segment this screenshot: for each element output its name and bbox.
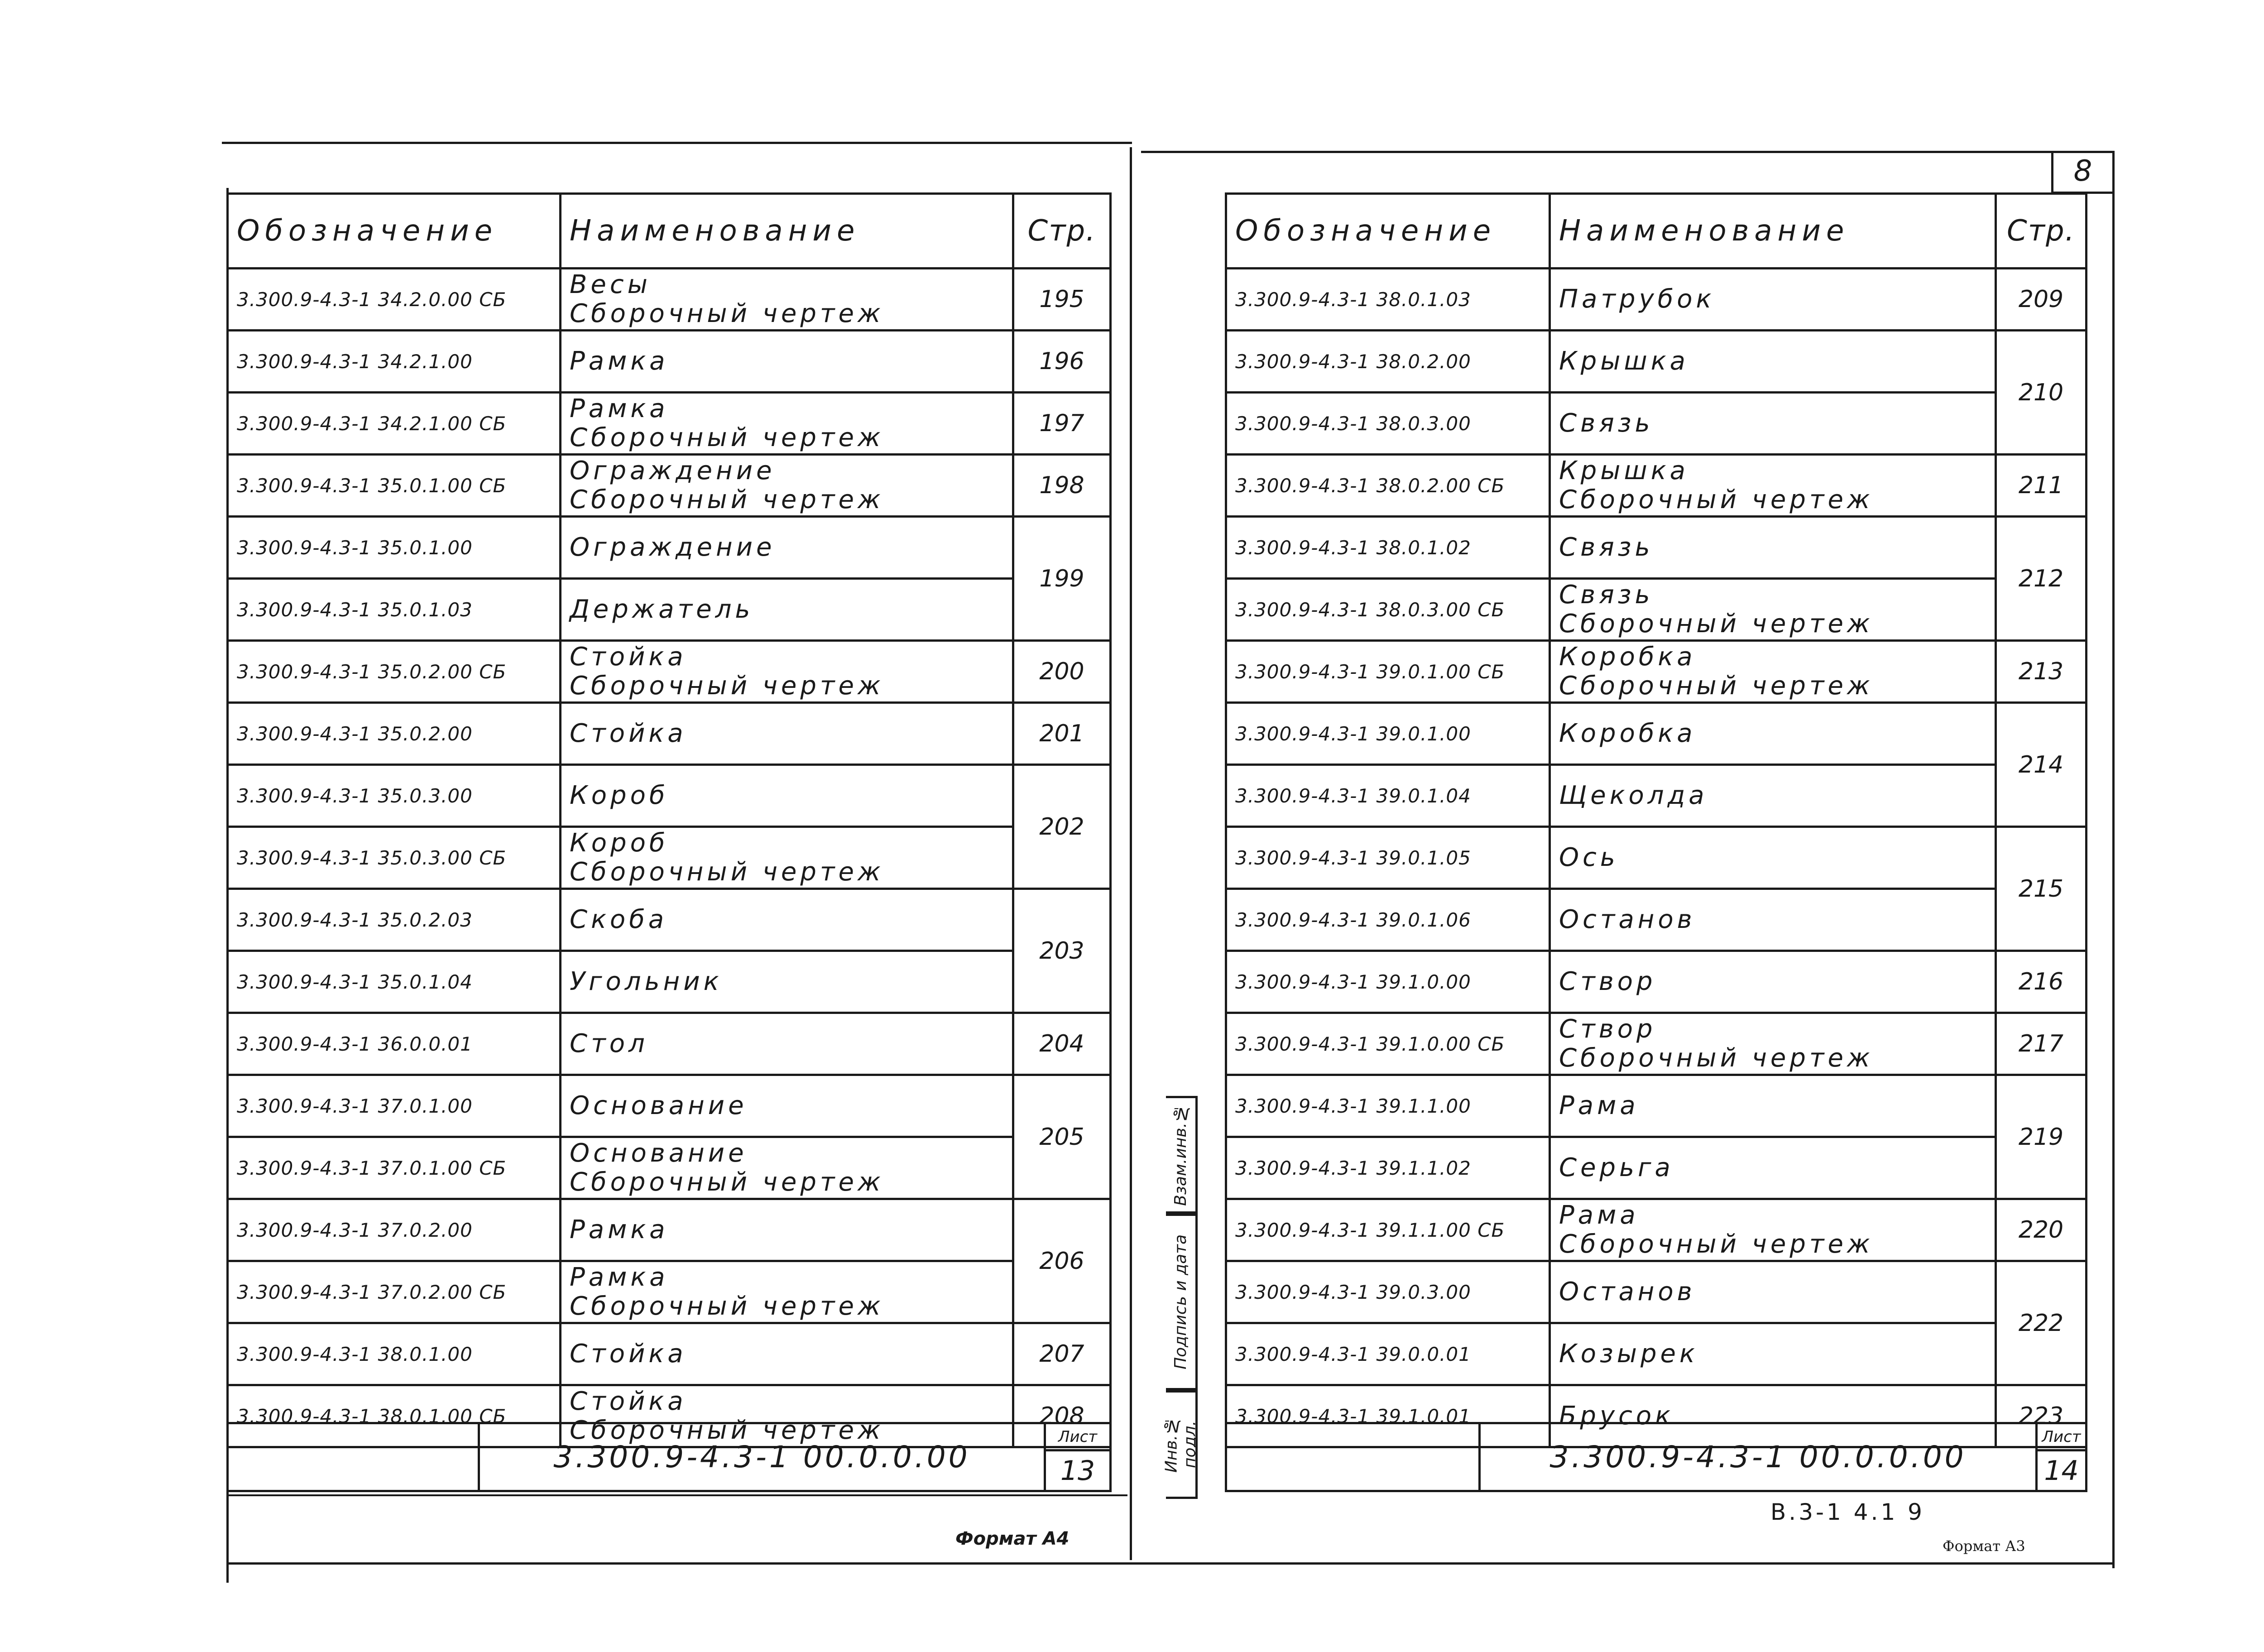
right-row-code: 3.300.9-4.3-1 39.0.0.01 bbox=[1226, 1323, 1550, 1385]
right-row-name-line: Серьга bbox=[1559, 1153, 1674, 1182]
left-row-name-line: Стол bbox=[570, 1029, 648, 1058]
right-row-name-line: Крышка bbox=[1559, 346, 1689, 376]
center-divider bbox=[1130, 147, 1132, 1560]
left-row-code: 3.300.9-4.3-1 37.0.1.00 СБ bbox=[228, 1137, 561, 1199]
left-row-code: 3.300.9-4.3-1 35.0.1.03 bbox=[228, 579, 561, 641]
left-row-name bbox=[561, 393, 1013, 455]
right-table-row bbox=[1226, 331, 2087, 393]
left-table-row bbox=[228, 1013, 1111, 1075]
right-row-name-line: Рама bbox=[1559, 1091, 1639, 1120]
left-row-name bbox=[561, 1137, 1013, 1199]
top-rule-left bbox=[222, 142, 1132, 144]
right-row-name-line: Козырек bbox=[1559, 1339, 1698, 1369]
left-row-page: 207 bbox=[1013, 1323, 1111, 1385]
left-doc-code: 3.300.9-4.3-1 00.0.0.00 bbox=[479, 1423, 1045, 1491]
left-row-name bbox=[561, 703, 1013, 765]
right-table-row bbox=[1226, 517, 2087, 579]
right-table-row bbox=[1226, 455, 2087, 517]
left-row-name-line: Сборочный чертеж bbox=[570, 1292, 884, 1321]
right-row-page: 223 bbox=[1996, 1385, 2087, 1447]
right-header-page: Стр. bbox=[1996, 194, 2087, 269]
right-table-row bbox=[1226, 951, 2087, 1013]
right-row-name bbox=[1550, 1013, 1996, 1075]
page-number-box bbox=[2051, 151, 2112, 194]
left-row-name bbox=[561, 889, 1013, 951]
right-row-code: 3.300.9-4.3-1 39.1.1.00 СБ bbox=[1226, 1199, 1550, 1261]
right-row-page: 210 bbox=[1996, 331, 2087, 455]
left-row-page: 196 bbox=[1013, 331, 1111, 393]
left-table-row bbox=[228, 1075, 1111, 1137]
left-block-bottom-rule bbox=[226, 1494, 1127, 1496]
right-table-row bbox=[1226, 703, 2087, 765]
left-row-code: 3.300.9-4.3-1 35.0.2.00 СБ bbox=[228, 641, 561, 703]
left-header-code: Обозначение bbox=[228, 194, 561, 269]
left-sheet-number: 13 bbox=[1045, 1450, 1111, 1491]
left-row-name bbox=[561, 1323, 1013, 1385]
right-row-code: 3.300.9-4.3-1 39.0.1.06 bbox=[1226, 889, 1550, 951]
left-row-name-line: Сборочный чертеж bbox=[570, 1167, 884, 1197]
left-row-code: 3.300.9-4.3-1 35.0.2.00 bbox=[228, 703, 561, 765]
right-row-name-line: Щеколда bbox=[1559, 781, 1708, 810]
right-row-page: 216 bbox=[1996, 951, 2087, 1013]
left-row-code: 3.300.9-4.3-1 35.0.3.00 СБ bbox=[228, 827, 561, 889]
right-row-name-line: Коробка bbox=[1559, 719, 1696, 748]
top-rule-right bbox=[1141, 151, 2115, 153]
right-table-row bbox=[1226, 393, 2087, 455]
right-doc-code: 3.300.9-4.3-1 00.0.0.00 bbox=[1480, 1423, 2037, 1491]
right-row-name bbox=[1550, 827, 1996, 889]
right-row-code: 3.300.9-4.3-1 39.1.1.02 bbox=[1226, 1137, 1550, 1199]
right-row-code: 3.300.9-4.3-1 39.0.1.05 bbox=[1226, 827, 1550, 889]
right-row-code: 3.300.9-4.3-1 39.0.1.04 bbox=[1226, 765, 1550, 827]
right-table-row bbox=[1226, 1013, 2087, 1075]
right-row-name-line: Сборочный чертеж bbox=[1559, 485, 1874, 514]
right-row-name bbox=[1550, 951, 1996, 1013]
left-row-code: 3.300.9-4.3-1 35.0.1.04 bbox=[228, 951, 561, 1013]
left-table-row bbox=[228, 269, 1111, 331]
left-row-code: 3.300.9-4.3-1 38.0.1.00 СБ bbox=[228, 1385, 561, 1447]
left-row-name-line: Держатель bbox=[570, 595, 754, 624]
left-row-name bbox=[561, 269, 1013, 331]
right-row-name bbox=[1550, 1323, 1996, 1385]
left-row-page: 206 bbox=[1013, 1199, 1111, 1323]
left-row-page: 200 bbox=[1013, 641, 1111, 703]
left-row-name-line: Скоба bbox=[570, 905, 668, 934]
left-row-name bbox=[561, 1261, 1013, 1323]
right-row-name bbox=[1550, 455, 1996, 517]
left-table-row bbox=[228, 951, 1111, 1013]
right-header-name: Наименование bbox=[1550, 194, 1996, 269]
right-header-row bbox=[1226, 194, 2087, 269]
left-row-page: 195 bbox=[1013, 269, 1111, 331]
left-contents-table bbox=[226, 192, 1112, 1448]
left-row-page: 201 bbox=[1013, 703, 1111, 765]
right-row-name-line: Брусок bbox=[1559, 1401, 1674, 1431]
left-table-row bbox=[228, 1199, 1111, 1261]
left-row-name bbox=[561, 951, 1013, 1013]
right-row-name-line: Сборочный чертеж bbox=[1559, 1229, 1874, 1259]
right-table-row bbox=[1226, 1199, 2087, 1261]
side-stamp-signature: Подпись и дата bbox=[1166, 1214, 1198, 1390]
left-row-page: 199 bbox=[1013, 517, 1111, 641]
right-row-name bbox=[1550, 579, 1996, 641]
bottom-rule bbox=[226, 1562, 2115, 1565]
right-row-name-line: Створ bbox=[1559, 1014, 1656, 1044]
right-row-code: 3.300.9-4.3-1 38.0.2.00 bbox=[1226, 331, 1550, 393]
right-row-page: 209 bbox=[1996, 269, 2087, 331]
right-row-name-line: Связь bbox=[1559, 580, 1654, 610]
right-row-name-line: Сборочный чертеж bbox=[1559, 609, 1874, 639]
right-row-page: 217 bbox=[1996, 1013, 2087, 1075]
left-row-name bbox=[561, 455, 1013, 517]
left-row-code: 3.300.9-4.3-1 38.0.1.00 bbox=[228, 1323, 561, 1385]
right-row-page: 220 bbox=[1996, 1199, 2087, 1261]
right-header-code: Обозначение bbox=[1226, 194, 1550, 269]
right-table-row bbox=[1226, 579, 2087, 641]
right-sheet-number: 14 bbox=[2037, 1450, 2087, 1491]
left-table-row bbox=[228, 703, 1111, 765]
left-row-name-line: Короб bbox=[570, 828, 669, 858]
left-row-name bbox=[561, 1199, 1013, 1261]
left-table-row bbox=[228, 889, 1111, 951]
left-table-row bbox=[228, 579, 1111, 641]
left-header-page: Стр. bbox=[1013, 194, 1111, 269]
left-row-name-line: Короб bbox=[570, 781, 669, 810]
right-table-row bbox=[1226, 765, 2087, 827]
left-row-code: 3.300.9-4.3-1 35.0.1.00 bbox=[228, 517, 561, 579]
right-title-block bbox=[1225, 1422, 2087, 1492]
left-row-name-line: Сборочный чертеж bbox=[570, 857, 884, 887]
left-row-name-line: Угольник bbox=[570, 967, 723, 996]
right-row-code: 3.300.9-4.3-1 39.0.1.00 СБ bbox=[1226, 641, 1550, 703]
left-row-name-line: Сборочный чертеж bbox=[570, 299, 884, 328]
left-row-page: 208 bbox=[1013, 1385, 1111, 1447]
left-row-code: 3.300.9-4.3-1 34.2.1.00 bbox=[228, 331, 561, 393]
left-row-name-line: Стойка bbox=[570, 642, 687, 672]
left-sheet-label: Лист bbox=[1045, 1423, 1111, 1450]
left-table-row bbox=[228, 1323, 1111, 1385]
right-contents-table bbox=[1225, 192, 2087, 1448]
left-table-row bbox=[228, 641, 1111, 703]
right-row-code: 3.300.9-4.3-1 39.1.0.00 СБ bbox=[1226, 1013, 1550, 1075]
left-row-code: 3.300.9-4.3-1 37.0.2.00 bbox=[228, 1199, 561, 1261]
right-row-page: 214 bbox=[1996, 703, 2087, 827]
left-title-empty-cell bbox=[228, 1423, 479, 1491]
right-title-empty-cell bbox=[1226, 1423, 1480, 1491]
left-row-name-line: Ограждение bbox=[570, 533, 776, 562]
right-row-name bbox=[1550, 393, 1996, 455]
left-table-row bbox=[228, 827, 1111, 889]
right-table-row bbox=[1226, 1137, 2087, 1199]
right-row-name bbox=[1550, 269, 1996, 331]
left-row-code: 3.300.9-4.3-1 35.0.1.00 СБ bbox=[228, 455, 561, 517]
left-row-name bbox=[561, 579, 1013, 641]
right-row-name-line: Крышка bbox=[1559, 456, 1689, 485]
right-row-code: 3.300.9-4.3-1 38.0.3.00 bbox=[1226, 393, 1550, 455]
right-row-name-line: Связь bbox=[1559, 533, 1654, 562]
right-row-name-line: Останов bbox=[1559, 1277, 1696, 1306]
left-table-row bbox=[228, 1137, 1111, 1199]
left-row-code: 3.300.9-4.3-1 37.0.2.00 СБ bbox=[228, 1261, 561, 1323]
left-table-row bbox=[228, 455, 1111, 517]
right-table-row bbox=[1226, 1323, 2087, 1385]
right-sheet-label: Лист bbox=[2037, 1423, 2087, 1450]
right-row-page: 211 bbox=[1996, 455, 2087, 517]
left-row-name-line: Рамка bbox=[570, 1263, 669, 1292]
left-row-code: 3.300.9-4.3-1 35.0.3.00 bbox=[228, 765, 561, 827]
right-row-page: 212 bbox=[1996, 517, 2087, 641]
left-row-code: 3.300.9-4.3-1 36.0.0.01 bbox=[228, 1013, 561, 1075]
left-row-name bbox=[561, 765, 1013, 827]
right-table-row bbox=[1226, 269, 2087, 331]
right-frame-edge bbox=[2112, 151, 2115, 1568]
left-row-name-line: Рамка bbox=[570, 346, 669, 376]
right-row-name bbox=[1550, 641, 1996, 703]
right-row-name bbox=[1550, 1261, 1996, 1323]
right-row-name-line: Ось bbox=[1559, 843, 1619, 872]
right-row-name-line: Сборочный чертеж bbox=[1559, 1043, 1874, 1073]
left-format-label: Формат А4 bbox=[955, 1528, 1070, 1549]
left-table-row bbox=[228, 1261, 1111, 1323]
right-row-code: 3.300.9-4.3-1 38.0.1.03 bbox=[1226, 269, 1550, 331]
right-row-code: 3.300.9-4.3-1 38.0.1.02 bbox=[1226, 517, 1550, 579]
left-row-name bbox=[561, 1075, 1013, 1137]
left-table-row bbox=[228, 393, 1111, 455]
left-table-row bbox=[228, 517, 1111, 579]
right-row-page: 222 bbox=[1996, 1261, 2087, 1385]
right-row-name-line: Сборочный чертеж bbox=[1559, 671, 1874, 701]
left-row-page: 198 bbox=[1013, 455, 1111, 517]
left-row-name-line: Весы bbox=[570, 270, 651, 299]
right-row-code: 3.300.9-4.3-1 39.1.0.01 bbox=[1226, 1385, 1550, 1447]
right-row-name bbox=[1550, 703, 1996, 765]
right-row-name bbox=[1550, 765, 1996, 827]
right-table-row bbox=[1226, 889, 2087, 951]
right-row-code: 3.300.9-4.3-1 38.0.3.00 СБ bbox=[1226, 579, 1550, 641]
left-row-name-line: Сборочный чертеж bbox=[570, 485, 884, 514]
right-row-code: 3.300.9-4.3-1 38.0.2.00 СБ bbox=[1226, 455, 1550, 517]
right-row-name-line: Рама bbox=[1559, 1201, 1639, 1230]
left-row-name bbox=[561, 517, 1013, 579]
left-header-name: Наименование bbox=[561, 194, 1013, 269]
left-row-name-line: Стойка bbox=[570, 1339, 687, 1369]
left-row-name bbox=[561, 331, 1013, 393]
left-row-page: 197 bbox=[1013, 393, 1111, 455]
right-table-row bbox=[1226, 1261, 2087, 1323]
right-row-name-line: Связь bbox=[1559, 408, 1654, 438]
left-row-name-line: Рамка bbox=[570, 394, 669, 423]
left-row-page: 202 bbox=[1013, 765, 1111, 889]
left-row-name-line: Стойка bbox=[570, 719, 687, 748]
right-row-code: 3.300.9-4.3-1 39.1.0.00 bbox=[1226, 951, 1550, 1013]
left-row-name bbox=[561, 1013, 1013, 1075]
right-row-page: 213 bbox=[1996, 641, 2087, 703]
left-row-page: 205 bbox=[1013, 1075, 1111, 1199]
left-row-code: 3.300.9-4.3-1 37.0.1.00 bbox=[228, 1075, 561, 1137]
right-row-name bbox=[1550, 889, 1996, 951]
right-row-name-line: Створ bbox=[1559, 967, 1656, 996]
left-row-name bbox=[561, 827, 1013, 889]
left-row-name bbox=[561, 641, 1013, 703]
right-table-row bbox=[1226, 1075, 2087, 1137]
left-row-code: 3.300.9-4.3-1 34.2.1.00 СБ bbox=[228, 393, 561, 455]
right-row-code: 3.300.9-4.3-1 39.0.1.00 bbox=[1226, 703, 1550, 765]
left-row-code: 3.300.9-4.3-1 35.0.2.03 bbox=[228, 889, 561, 951]
page-number: 8 bbox=[2073, 154, 2092, 188]
right-row-name-line: Патрубок bbox=[1559, 284, 1715, 314]
right-row-name-line: Останов bbox=[1559, 905, 1696, 934]
right-row-name-line: Коробка bbox=[1559, 642, 1696, 672]
right-row-name bbox=[1550, 1137, 1996, 1199]
right-row-code: 3.300.9-4.3-1 39.0.3.00 bbox=[1226, 1261, 1550, 1323]
left-row-name-line: Сборочный чертеж bbox=[570, 671, 884, 701]
left-row-page: 203 bbox=[1013, 889, 1111, 1013]
right-format-label: Формат А3 bbox=[1943, 1537, 2025, 1555]
left-row-name-line: Основание bbox=[570, 1138, 748, 1168]
left-title-block bbox=[226, 1422, 1112, 1492]
right-row-page: 215 bbox=[1996, 827, 2087, 951]
left-row-page: 204 bbox=[1013, 1013, 1111, 1075]
left-row-name-line: Ограждение bbox=[570, 456, 776, 485]
left-row-name-line: Сборочный чертеж bbox=[570, 423, 884, 452]
side-stamp-replacement: Взам.инв.№ bbox=[1166, 1096, 1198, 1214]
right-row-name bbox=[1550, 517, 1996, 579]
right-row-name bbox=[1550, 1199, 1996, 1261]
left-row-name-line: Рамка bbox=[570, 1215, 669, 1244]
left-row-name-line: Сборочный чертеж bbox=[570, 1416, 884, 1445]
left-table-row bbox=[228, 765, 1111, 827]
right-table-row bbox=[1226, 827, 2087, 889]
right-row-code: 3.300.9-4.3-1 39.1.1.00 bbox=[1226, 1075, 1550, 1137]
left-header-row bbox=[228, 194, 1111, 269]
left-row-code: 3.300.9-4.3-1 34.2.0.00 СБ bbox=[228, 269, 561, 331]
side-stamp-inv: Инв.№ подл. bbox=[1166, 1390, 1198, 1499]
right-table-row bbox=[1226, 641, 2087, 703]
left-table-row bbox=[228, 331, 1111, 393]
left-row-name-line: Основание bbox=[570, 1091, 748, 1120]
left-row-name-line: Стойка bbox=[570, 1387, 687, 1416]
right-bottom-note: В.3-1 4.1 9 bbox=[1770, 1499, 1925, 1525]
right-row-page: 219 bbox=[1996, 1075, 2087, 1199]
right-row-name bbox=[1550, 1075, 1996, 1137]
right-row-name bbox=[1550, 331, 1996, 393]
